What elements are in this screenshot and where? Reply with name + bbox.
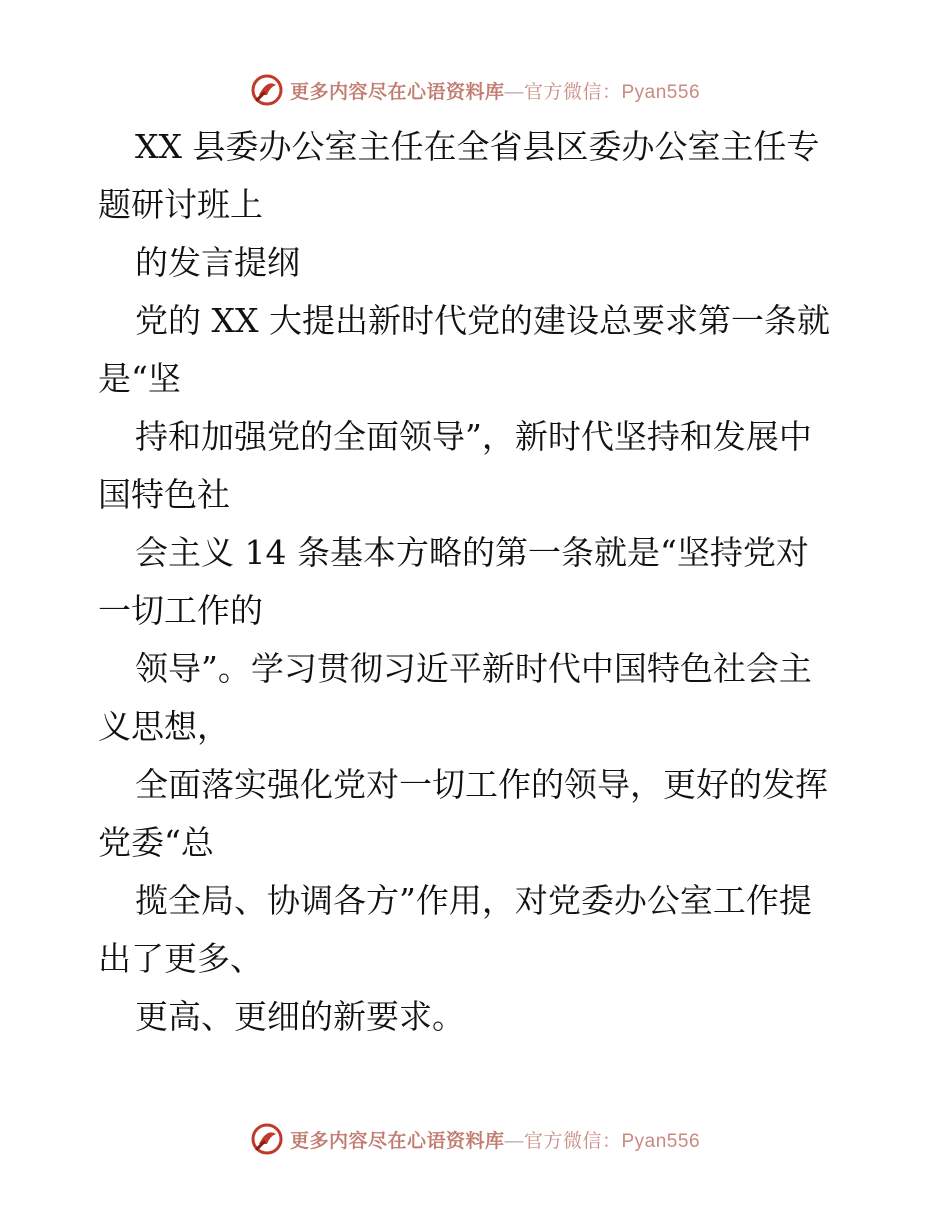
text-line: 党委“总 [98, 823, 214, 862]
header-text [290, 77, 700, 104]
header-brand: 更多内容尽在心语资料库 [289, 81, 505, 103]
document-body [98, 118, 858, 1046]
text-line: 党的 XX 大提出新时代党的建设总要求第一条就 [135, 301, 830, 340]
text-line: XX 县委办公室主任在全省县区委办公室主任专 [135, 127, 820, 166]
text-line: 揽全局、协调各方”作用，对党委办公室工作提 [135, 881, 812, 920]
footer-text [290, 1126, 700, 1153]
text-line: 会主义 14 条基本方略的第一条就是“坚持党对 [135, 533, 809, 572]
footer-banner [0, 1119, 950, 1159]
header-dash: — [504, 81, 524, 103]
text-line: 持和加强党的全面领导”，新时代坚持和发展中 [135, 417, 812, 456]
text-line: 是“坚 [98, 359, 181, 398]
text-line: 的发言提纲 [135, 243, 300, 282]
text-line: 更高、更细的新要求。 [135, 997, 465, 1036]
text-line: 一切工作的 [98, 591, 263, 630]
text-line: 题研讨班上 [98, 185, 263, 224]
brand-logo-icon [250, 73, 284, 107]
footer-brand: 更多内容尽在心语资料库 [289, 1130, 505, 1152]
footer-wechat: 官方微信：Pyan556 [524, 1130, 701, 1152]
text-line: 领导”。学习贯彻习近平新时代中国特色社会主 [135, 649, 812, 688]
header-banner [0, 70, 950, 110]
text-line: 国特色社 [98, 475, 230, 514]
text-line: 义思想， [98, 707, 230, 746]
text-line: 出了更多、 [98, 939, 263, 978]
text-line: 全面落实强化党对一切工作的领导，更好的发挥 [135, 765, 828, 804]
brand-logo-icon [250, 1122, 284, 1156]
footer-dash: — [504, 1130, 524, 1152]
header-wechat: 官方微信：Pyan556 [524, 81, 701, 103]
